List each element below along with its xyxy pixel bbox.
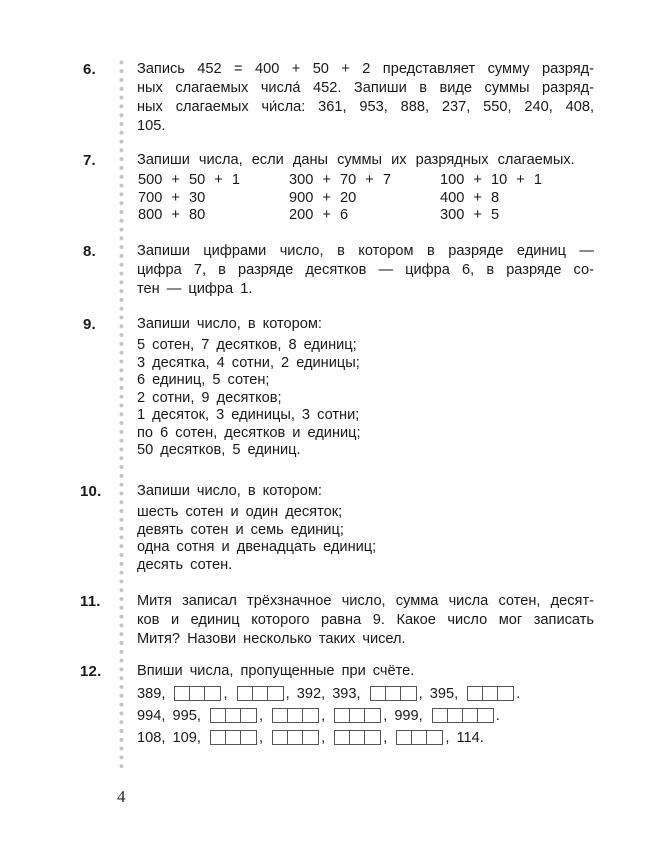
task-number: 6. bbox=[83, 61, 96, 78]
separator: . bbox=[495, 708, 500, 724]
text-line: тен — цифра 1. bbox=[137, 281, 253, 297]
given-number: 114. bbox=[456, 730, 484, 746]
task-text bbox=[137, 242, 594, 299]
text-line: Митя? Назови несколько таких чисел. bbox=[137, 631, 406, 647]
sum-expression: 200 + 6 bbox=[289, 207, 349, 223]
answer-box[interactable] bbox=[334, 708, 381, 723]
list-item: шесть сотен и один десяток; bbox=[137, 504, 343, 520]
given-number: 994, bbox=[137, 708, 166, 724]
text-line: ных слагаемых чи́сла: 361, 953, 888, 237, 550, 240, 408, bbox=[137, 99, 594, 115]
separator: , bbox=[223, 686, 228, 702]
task-number: 11. bbox=[80, 593, 101, 610]
list-item: 50 десятков, 5 единиц. bbox=[137, 442, 301, 458]
task-number: 9. bbox=[83, 316, 96, 333]
text-line: Запиши цифрами число, в котором в разряде единиц — bbox=[137, 243, 594, 259]
task-prompt: Впиши числа, пропущенные при счёте. bbox=[137, 663, 415, 679]
sum-expression: 100 + 10 + 1 bbox=[440, 172, 542, 188]
list-item: 2 сотни, 9 десятков; bbox=[137, 389, 282, 406]
answer-box[interactable] bbox=[174, 686, 221, 701]
separator: , bbox=[383, 730, 388, 746]
list-item: девять сотен и семь единиц; bbox=[137, 521, 344, 538]
list-item: по 6 сотен, десятков и единиц; bbox=[137, 424, 361, 441]
sum-expression: 300 + 5 bbox=[440, 207, 500, 223]
task-number: 7. bbox=[83, 152, 96, 169]
answer-box[interactable] bbox=[467, 686, 514, 701]
counting-row bbox=[137, 705, 594, 727]
sum-expression: 900 + 20 bbox=[289, 189, 357, 206]
sum-expression: 300 + 70 + 7 bbox=[289, 172, 391, 188]
task-text bbox=[137, 151, 594, 226]
list-item: 3 десятка, 4 сотни, 2 единицы; bbox=[137, 354, 360, 371]
task-text bbox=[137, 592, 594, 649]
given-number: 392, bbox=[296, 686, 326, 702]
separator: , bbox=[258, 708, 263, 724]
list-item: 1 десяток, 3 единицы, 3 сотни; bbox=[137, 407, 360, 423]
answer-box[interactable] bbox=[210, 708, 257, 723]
separator: , bbox=[383, 708, 388, 724]
conditions-list bbox=[137, 337, 594, 460]
separator: , bbox=[321, 708, 326, 724]
task-prompt: Запиши число, в котором: bbox=[137, 316, 322, 332]
task-text bbox=[137, 315, 594, 460]
counting-rows bbox=[137, 683, 594, 749]
list-item: 5 сотен, 7 десятков, 8 единиц; bbox=[137, 337, 357, 353]
list-item: десять сотен. bbox=[137, 556, 233, 573]
separator: , bbox=[285, 686, 290, 702]
dotted-margin-line bbox=[119, 58, 124, 772]
text-line: ков и единиц которого равна 9. Какое число мог записать bbox=[137, 612, 594, 628]
answer-box[interactable] bbox=[370, 686, 417, 701]
sums-column bbox=[138, 172, 240, 225]
text-line: цифра 7, в разряде десятков — цифра 6, в разряде со- bbox=[137, 262, 594, 278]
task-text bbox=[137, 60, 594, 136]
text-line: ных слагаемых числа́ 452. Запиши в виде суммы разряд- bbox=[137, 80, 594, 96]
list-item: одна сотня и двенадцать единиц; bbox=[137, 539, 377, 555]
separator: , bbox=[418, 686, 423, 702]
task-prompt: Запиши числа, если даны суммы их разрядных слагаемых. bbox=[137, 152, 575, 168]
given-number: 389, bbox=[137, 686, 166, 702]
given-number: 999, bbox=[394, 708, 423, 724]
conditions-list bbox=[137, 504, 594, 574]
separator: , bbox=[445, 730, 450, 746]
text-line: Митя записал трёхзначное число, сумма числа сотен, десят- bbox=[137, 593, 594, 609]
task-text bbox=[137, 482, 594, 574]
answer-box[interactable] bbox=[334, 730, 381, 745]
page-number: 4 bbox=[117, 787, 126, 806]
answer-box[interactable] bbox=[272, 730, 319, 745]
counting-row bbox=[137, 727, 594, 749]
answer-box-four-digit[interactable] bbox=[432, 708, 494, 723]
list-item: 6 единиц, 5 сотен; bbox=[137, 372, 270, 388]
sum-expression: 700 + 30 bbox=[138, 189, 206, 206]
sum-expression: 800 + 80 bbox=[138, 207, 206, 223]
given-number: 393, bbox=[332, 686, 361, 702]
answer-box[interactable] bbox=[237, 686, 284, 701]
task-number: 8. bbox=[83, 243, 96, 260]
sums-column bbox=[289, 172, 391, 225]
given-number: 109, bbox=[172, 730, 201, 746]
sums-column bbox=[440, 172, 542, 225]
counting-row bbox=[137, 683, 594, 705]
task-prompt: Запиши число, в котором: bbox=[137, 483, 322, 499]
separator: , bbox=[321, 730, 326, 746]
given-number: 108, bbox=[137, 730, 166, 746]
answer-box[interactable] bbox=[272, 708, 319, 723]
separator: . bbox=[516, 686, 521, 702]
task-text bbox=[137, 662, 594, 749]
answer-box[interactable] bbox=[210, 730, 257, 745]
separator: , bbox=[258, 730, 263, 746]
text-line: Запись 452 = 400 + 50 + 2 представляет сумму разряд- bbox=[137, 61, 594, 77]
sums-grid bbox=[137, 172, 594, 226]
given-number: 995, bbox=[172, 708, 201, 724]
answer-box[interactable] bbox=[396, 730, 443, 745]
sum-expression: 400 + 8 bbox=[440, 189, 500, 206]
given-number: 395, bbox=[429, 686, 459, 702]
sum-expression: 500 + 50 + 1 bbox=[138, 172, 240, 188]
task-number: 10. bbox=[80, 483, 102, 500]
text-line: 105. bbox=[137, 118, 166, 134]
task-number: 12. bbox=[80, 663, 102, 680]
